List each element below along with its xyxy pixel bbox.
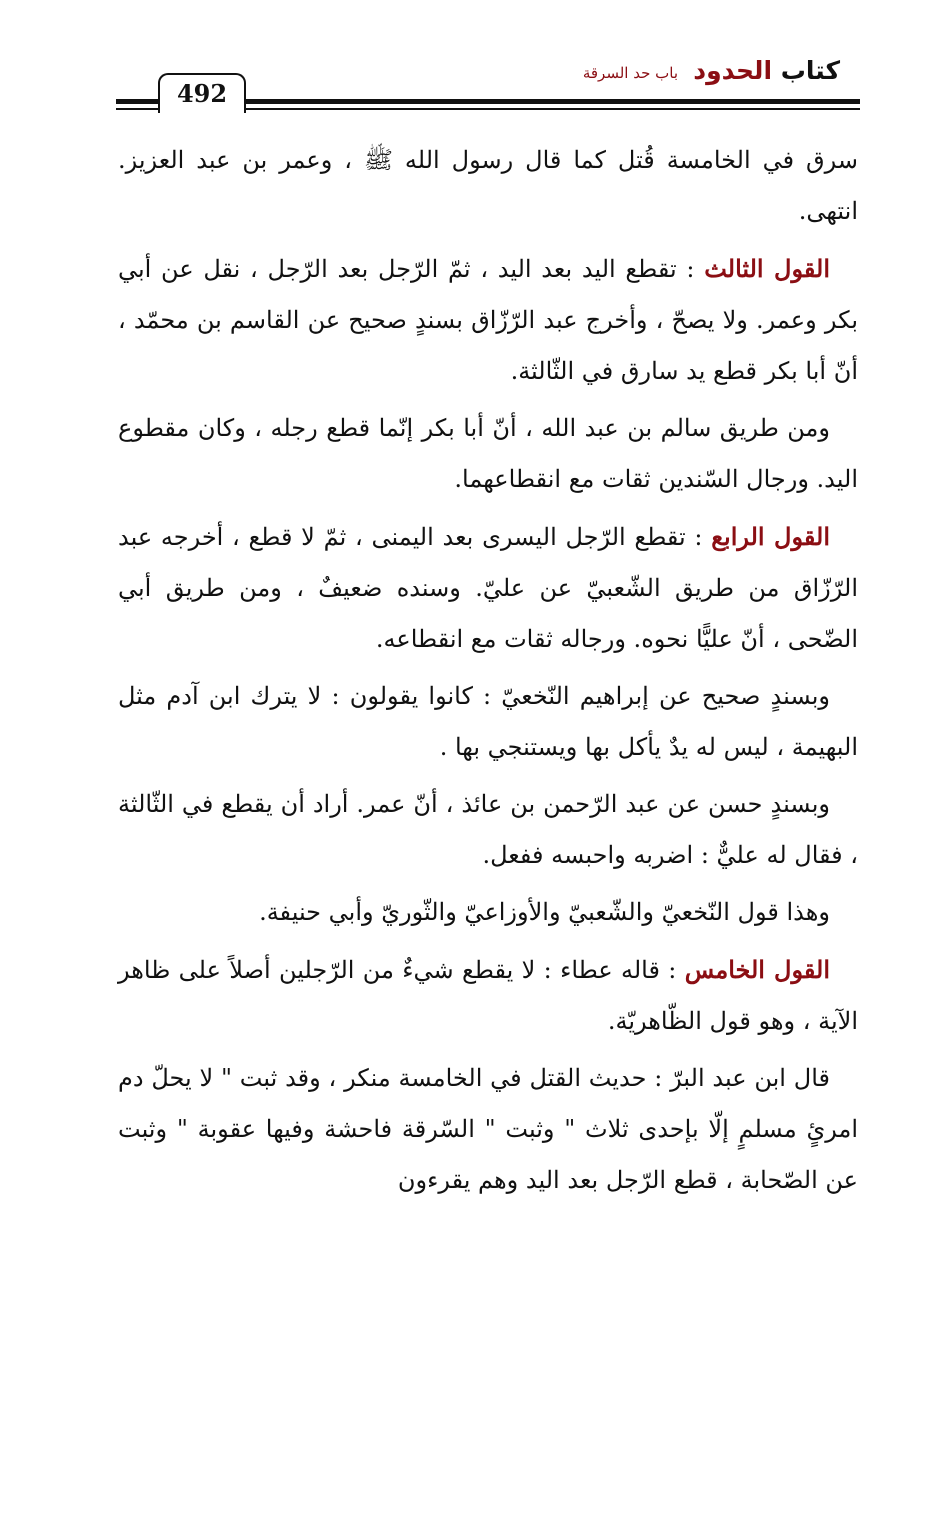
paragraph-1 (118, 135, 858, 237)
paragraph-text: ومن طريق سالم بن عبد الله ، أنّ أبا بكر إنّما قطع رجله ، وكان مقطوع اليد. ورجال السّندين ثقات مع انقطاعهما. (118, 414, 858, 493)
paragraph-2 (118, 243, 858, 397)
page-body (118, 135, 858, 1212)
paragraph-3 (118, 403, 858, 505)
paragraph-8 (118, 944, 858, 1047)
book-title (693, 56, 840, 85)
section-heading: القول الرابع (711, 522, 831, 551)
book-title-prefix: كتاب (772, 56, 840, 85)
paragraph-6 (118, 779, 858, 881)
paragraph-text: : تقطع اليد بعد اليد ، ثمّ الرّجل بعد الرّجل ، نقل عن أبي بكر وعمر. ولا يصحّ ، وأخرج عبد الرّزّاق بسندٍ صحيح عن القاسم بن محمّد ، أنّ أبا بكر قطع يد سارق في الثّالثة. (118, 255, 858, 385)
section-heading: القول الخامس (684, 955, 830, 984)
paragraph-4 (118, 511, 858, 665)
section-heading: القول الثالث (704, 254, 830, 283)
paragraph-text: قال ابن عبد البرّ : حديث القتل في الخامسة منكر ، وقد ثبت " لا يحلّ دم امرئٍ مسلمٍ إلّا بإحدى ثلاث " وثبت " السّرقة فاحشة وفيها عقوبة " وثبت عن الصّحابة ، قطع الرّجل بعد اليد وهم يقرءون (118, 1064, 858, 1194)
page-number: 492 (158, 73, 246, 113)
paragraph-text: وبسندٍ صحيح عن إبراهيم النّخعيّ : كانوا يقولون : لا يترك ابن آدم مثل البهيمة ، ليس له يدٌ يأكل بها ويستنجي بها . (118, 682, 858, 761)
paragraph-text: : تقطع الرّجل اليسرى بعد اليمنى ، ثمّ لا قطع ، أخرجه عبد الرّزّاق من طريق الشّعبيّ عن عليّ. وسنده ضعيفٌ ، ومن طريق أبي الضّحى ، أنّ عليًّا نحوه. ورجاله ثقات مع انقطاعه. (118, 523, 858, 653)
paragraph-text: وبسندٍ حسن عن عبد الرّحمن بن عائذ ، أنّ عمر. أراد أن يقطع في الثّالثة ، فقال له عليٌّ : اضربه واحبسه ففعل. (118, 790, 858, 869)
page-header (116, 48, 860, 118)
chapter-title: باب حد السرقة (582, 64, 678, 82)
paragraph-text: سرق في الخامسة قُتل كما قال رسول الله ﷺ ، وعمر بن عبد العزيز. انتهى. (118, 146, 858, 225)
paragraph-text: وهذا قول النّخعيّ والشّعبيّ والأوزاعيّ والثّوريّ وأبي حنيفة. (259, 898, 830, 926)
paragraph-text: : قاله عطاء : لا يقطع شيءٌ من الرّجلين أصلاً على ظاهر الآية ، وهو قول الظّاهريّة. (118, 956, 858, 1035)
book-title-accent: الحدود (693, 56, 773, 85)
paragraph-7 (118, 887, 858, 938)
paragraph-5 (118, 671, 858, 773)
paragraph-9 (118, 1053, 858, 1206)
